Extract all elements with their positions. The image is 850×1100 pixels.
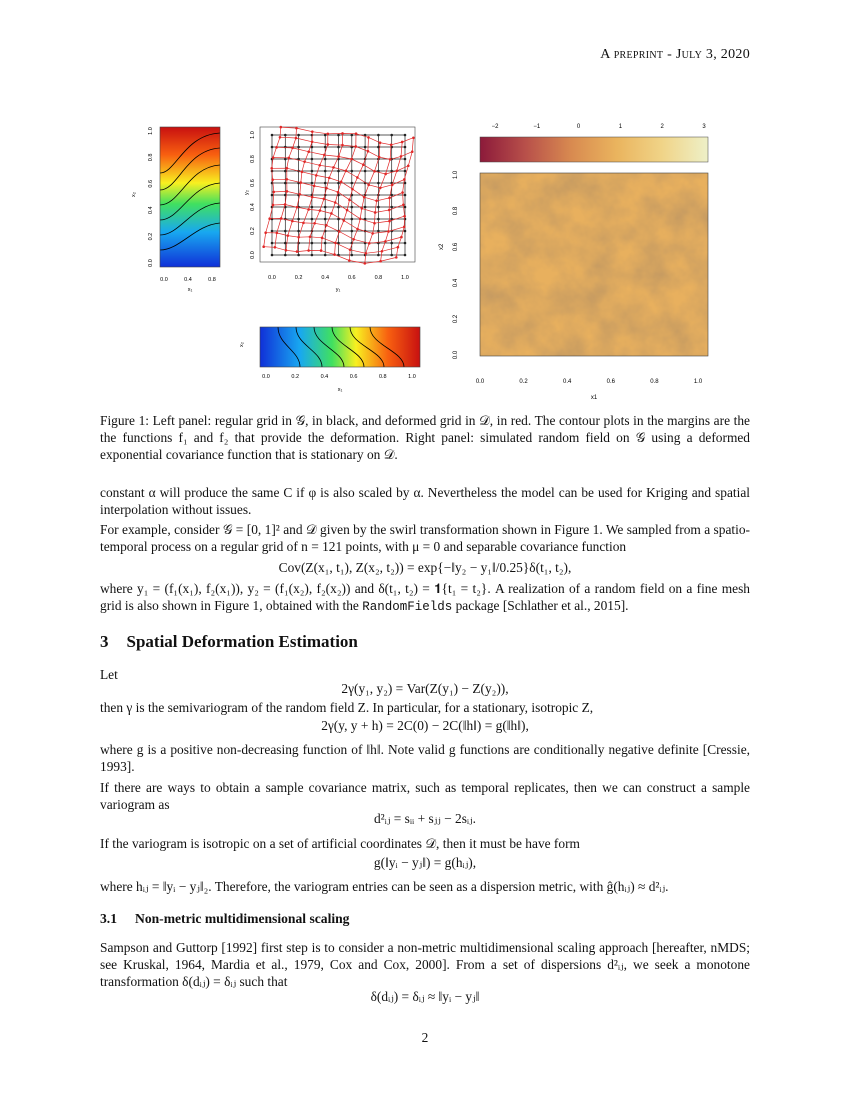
- grid-xtick-1: 0.2: [294, 275, 303, 281]
- subsection-3-1-title: Non-metric multidimensional scaling: [135, 911, 350, 926]
- colorbar-tick-1: −1: [533, 124, 541, 130]
- field-ytick-4: 0.8: [453, 206, 459, 216]
- f1-xtick-3: 0.6: [349, 374, 358, 380]
- f2-ytick-5: 1.0: [148, 127, 154, 135]
- f2-contour-plot: [131, 127, 220, 293]
- equation-2: 2γ(y₁, y₂) = Var(Z(y₁) − Z(y₂)),: [341, 681, 509, 696]
- running-header: A preprint - July 3, 2020: [600, 47, 750, 62]
- field-texture: [480, 173, 708, 356]
- header-prefix: A preprint: [600, 47, 664, 62]
- f1-heatmap: [260, 327, 420, 367]
- grid-xlabel: y₁: [335, 287, 341, 293]
- field-ytick-5: 1.0: [453, 170, 459, 180]
- f1-contour-plot: [239, 327, 420, 393]
- f1-xtick-0: 0.0: [262, 374, 270, 380]
- paragraph-6: If there are ways to obtain a sample covariance matrix, such as temporal replicates, then we can construct a sample variogram as: [100, 780, 750, 812]
- grid-ylabel: y₂: [244, 190, 250, 195]
- f2-ytick-2: 0.4: [148, 206, 154, 215]
- grid-xtick-2: 0.4: [321, 275, 330, 281]
- field-xtick-5: 1.0: [693, 379, 703, 385]
- equation-5: g(‖yᵢ − yⱼ‖) = g(hᵢⱼ),: [373, 855, 477, 870]
- colorbar-tick-3: 1: [618, 124, 623, 130]
- paragraph-2: For example, consider 𝒢 = [0, 1]² and 𝒟 given by the swirl transformation shown in Figure 1. We sampled from a spatio-temporal process on a regular grid of n = 121 points, with μ = 0 and separable covariance function: [100, 522, 750, 554]
- colorbar-tick-5: 3: [702, 124, 706, 130]
- equation-6: δ(dᵢⱼ) = δᵢⱼ ≈ ‖yᵢ − yⱼ‖: [370, 989, 480, 1004]
- f2-xtick-2: 0.8: [208, 277, 216, 283]
- f2-ytick-1: 0.2: [148, 232, 154, 241]
- randomfields-package: RandomFields: [362, 600, 453, 614]
- f2-xlabel: x₁: [187, 287, 193, 293]
- f1-xtick-2: 0.4: [320, 374, 329, 380]
- f2-xtick-0: 0.0: [160, 277, 168, 283]
- f1-ylabel: x₂: [239, 342, 245, 347]
- field-xtick-3: 0.6: [606, 379, 615, 385]
- page-number: 2: [421, 1030, 429, 1045]
- section-3-number: 3: [100, 632, 109, 651]
- field-colorbar: [480, 124, 708, 162]
- grid-ytick-2: 0.4: [250, 203, 256, 211]
- f2-ytick-3: 0.6: [148, 179, 154, 188]
- field-xtick-2: 0.4: [563, 379, 572, 385]
- figure-1: [100, 115, 750, 405]
- subsection-3-1-number: 3.1: [100, 911, 117, 926]
- grid-xtick-0: 0.0: [268, 275, 276, 281]
- equation-4: d²ᵢⱼ = sᵢᵢ + sⱼⱼ − 2sᵢⱼ.: [373, 811, 477, 826]
- figure-caption: Figure 1: Left panel: regular grid in 𝒢, in black, and deformed grid in 𝒟, in red. The contour plots in the margins are the the functions f₁ and f₂ that provide the deformation. Right panel: simulated random field on 𝒢 using a deformed exponential covariance function that is stationary on 𝒟.: [100, 413, 750, 462]
- paragraph-3-text-b: package [Schlather et al., 2015].: [455, 598, 629, 613]
- f2-ytick-0: 0.0: [148, 259, 154, 267]
- paragraph-3: [100, 580, 750, 616]
- grid-ytick-0: 0.0: [250, 251, 256, 259]
- field-xlabel: x1: [590, 395, 598, 401]
- field-ytick-2: 0.4: [453, 278, 459, 288]
- field-ytick-1: 0.2: [453, 314, 459, 324]
- deformation-grid-plot: [244, 126, 415, 293]
- grid-ytick-3: 0.6: [250, 179, 256, 187]
- paragraph-4: then γ is the semivariogram of the random field Z. In particular, for a stationary, isotropic Z,: [100, 700, 594, 715]
- grid-xtick-5: 1.0: [401, 275, 409, 281]
- random-field-plot: [439, 170, 708, 401]
- subsection-3-1-heading: [100, 911, 349, 927]
- f2-heatmap: [160, 127, 220, 267]
- grid-xtick-4: 0.8: [374, 275, 383, 281]
- paragraph-9: Sampson and Guttorp [1992] first step is to consider a non-metric multidimensional scaling approach [hereafter, nMDS; see Kruskal, 1964, Mardia et al., 1979, Cox and Cox, 2000]. From a set of dispersions d²ᵢⱼ, we seek a monotone transformation δ(dᵢⱼ) = δᵢⱼ such that: [100, 940, 750, 989]
- grid-ytick-1: 0.2: [250, 227, 256, 235]
- paragraph-1: constant α will produce the same C if φ is also scaled by α. Nevertheless the model can be used for Kriging and spatial interpolation without issues.: [100, 485, 750, 517]
- f1-xlabel: x₁: [337, 387, 343, 393]
- section-3-heading: [100, 632, 358, 652]
- let-text: Let: [100, 667, 118, 682]
- equation-1: Cov(Z(x₁, t₁), Z(x₂, t₂)) = exp{−‖y₂ − y₁‖/0.25}δ(t₁, t₂),: [278, 560, 572, 575]
- figure-1-svg: [100, 115, 750, 405]
- colorbar-gradient: [480, 137, 708, 162]
- f2-ytick-4: 0.8: [148, 153, 154, 162]
- header-date: July 3, 2020: [675, 47, 750, 62]
- field-ytick-0: 0.0: [453, 350, 459, 360]
- paragraph-8: where hᵢⱼ = ‖yᵢ − yⱼ‖₂. Therefore, the variogram entries can be seen as a dispersion metric, with ĝ(hᵢⱼ) ≈ d²ᵢⱼ.: [100, 879, 669, 894]
- paragraph-5: where g is a positive non-decreasing function of ‖h‖. Note valid g functions are conditionally negative definite [Cressie, 1993].: [100, 742, 750, 774]
- field-xtick-1: 0.2: [519, 379, 528, 385]
- grid-ytick-4: 0.8: [250, 155, 256, 163]
- grid-ytick-5: 1.0: [250, 131, 256, 139]
- field-ytick-3: 0.6: [453, 242, 459, 252]
- section-3-title: Spatial Deformation Estimation: [126, 632, 358, 651]
- field-ylabel: x2: [439, 243, 445, 250]
- equation-3: 2γ(y, y + h) = 2C(0) − 2C(‖h‖) = g(‖h‖),: [321, 718, 529, 733]
- field-xtick-4: 0.8: [650, 379, 659, 385]
- paragraph-7: If the variogram is isotropic on a set of artificial coordinates 𝒟, then it must be have form: [100, 836, 580, 851]
- f1-xtick-4: 0.8: [378, 374, 387, 380]
- colorbar-tick-2: 0: [576, 124, 581, 130]
- f1-xtick-5: 1.0: [408, 374, 416, 380]
- field-xtick-0: 0.0: [475, 379, 485, 385]
- colorbar-tick-4: 2: [660, 124, 664, 130]
- f2-ylabel: x₂: [131, 192, 137, 197]
- paragraph-3-text-a: where y₁ = (f₁(x₁), f₂(x₁)), y₂ = (f₁(x₂), f₂(x₂)) and δ(t₁, t₂) = 𝟏{t₁ = t₂}. A realization of a random field on a fine mesh grid is also shown in Figure 1, obtained with the: [100, 581, 750, 613]
- grid-xtick-3: 0.6: [347, 275, 356, 281]
- f2-xtick-1: 0.4: [184, 277, 192, 283]
- f1-xtick-1: 0.2: [291, 374, 300, 380]
- colorbar-tick-0: −2: [491, 124, 499, 130]
